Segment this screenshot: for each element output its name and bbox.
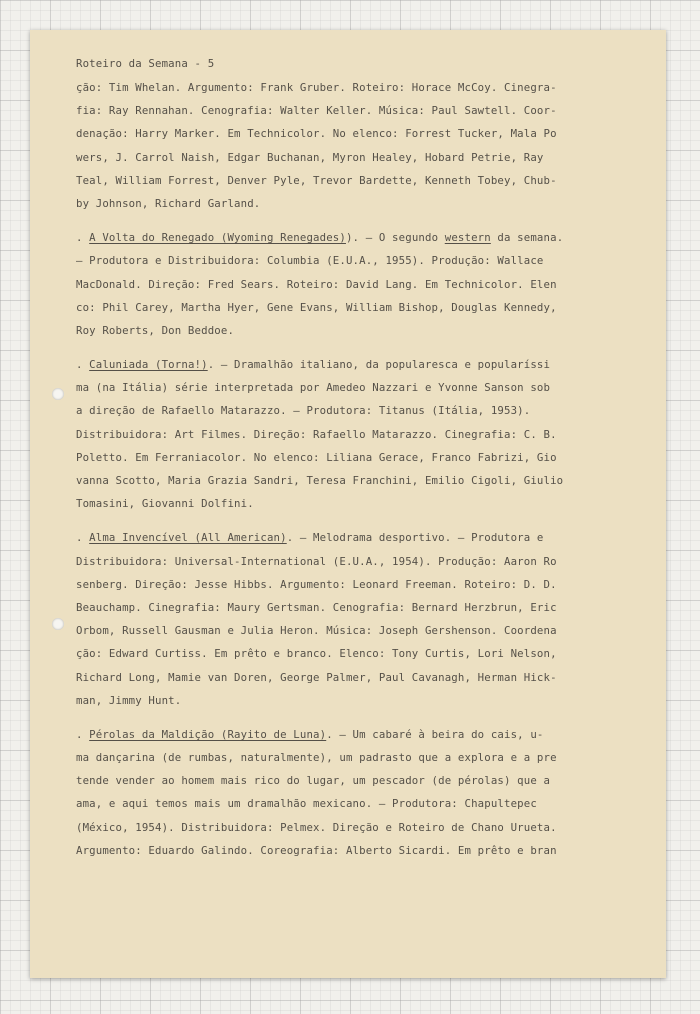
film-entry (76, 723, 646, 862)
punch-hole (52, 388, 64, 400)
text-line: man, Jimmy Hunt. (76, 693, 182, 707)
text-line: Argumento: Eduardo Galindo. Coreografia: Alberto Sicardi. Em prêto e bran (76, 843, 557, 857)
text-line: Tomasini, Giovanni Dolfini. (76, 497, 254, 511)
film-entry (76, 353, 646, 515)
film-title: Caluniada (Torna!) (89, 358, 208, 372)
intro-paragraph (76, 76, 646, 215)
film-title: A Volta do Renegado (Wyoming Renegades) (89, 231, 346, 245)
film-entry (76, 226, 646, 342)
text-line: fia: Ray Rennahan. Cenografia: Walter Keller. Música: Paul Sawtell. Coor- (76, 104, 557, 118)
text-line: senberg. Direção: Jesse Hibbs. Argumento: Leonard Freeman. Roteiro: D. D. (76, 577, 557, 591)
film-title: Pérolas da Maldição (Rayito de Luna) (89, 727, 327, 741)
text-line: Richard Long, Mamie van Doren, George Palmer, Paul Cavanagh, Herman Hick- (76, 670, 557, 684)
text-line: denação: Harry Marker. Em Technicolor. No elenco: Forrest Tucker, Mala Po (76, 127, 557, 141)
text-line: ção: Tim Whelan. Argumento: Frank Gruber. Roteiro: Horace McCoy. Cinegra- (76, 81, 557, 94)
text-line: Distribuidora: Universal-International (E.U.A., 1954). Produção: Aaron Ro (76, 554, 557, 568)
text-line: ção: Edward Curtiss. Em prêto e branco. Elenco: Tony Curtis, Lori Nelson, (76, 647, 557, 661)
film-title: Alma Invencível (All American) (89, 531, 287, 545)
text-line: vanna Scotto, Maria Grazia Sandri, Teresa Franchini, Emilio Cigoli, Giulio (76, 474, 564, 487)
text-line: co: Phil Carey, Martha Hyer, Gene Evans, William Bishop, Douglas Kennedy, (76, 300, 557, 314)
text-line: tende vender ao homem mais rico do lugar, um pescador (de pérolas) que a (76, 774, 551, 788)
text-line: wers, J. Carrol Naish, Edgar Buchanan, Myron Healey, Hobard Petrie, Ray (76, 150, 544, 164)
text-line: — Produtora e Distribuidora: Columbia (E.U.A., 1955). Produção: Wallace (76, 254, 544, 268)
page-text (76, 52, 646, 862)
text-line: Orbom, Russell Gausman e Julia Heron. Música: Joseph Gershenson. Coordena (76, 624, 557, 638)
text-line: Poletto. Em Ferraniacolor. No elenco: Liliana Gerace, Franco Fabrizi, Gio (76, 450, 557, 464)
text-line: Beauchamp. Cinegrafia: Maury Gertsman. Cenografia: Bernard Herzbrun, Eric (76, 600, 557, 614)
film-entry (76, 526, 646, 712)
typewritten-page (30, 30, 666, 978)
text-line: ma (na Itália) série interpretada por Amedeo Nazzari e Yvonne Sanson sob (76, 381, 551, 395)
text-line: Roy Roberts, Don Beddoe. (76, 323, 235, 337)
entry-first-line: . Alma Invencível (All American). — Melodrama desportivo. — Produtora e (76, 531, 544, 545)
text-line: Teal, William Forrest, Denver Pyle, Trevor Bardette, Kenneth Tobey, Chub- (76, 173, 557, 187)
text-line: ma dançarina (de rumbas, naturalmente), um padrasto que a explora e a pre (76, 751, 557, 765)
text-line: Distribuidora: Art Filmes. Direção: Rafaello Matarazzo. Cinegrafia: C. B. (76, 427, 557, 441)
text-line: ama, e aqui temos mais um dramalhão mexicano. — Produtora: Chapultepec (76, 797, 537, 811)
text-line: by Johnson, Richard Garland. (76, 196, 261, 210)
text-line: (México, 1954). Distribuidora: Pelmex. Direção e Roteiro de Chano Urueta. (76, 820, 557, 834)
emphasis: western (444, 231, 491, 245)
text-line: a direção de Rafaello Matarazzo. — Produtora: Titanus (Itália, 1953). (76, 404, 531, 418)
entry-first-line: . Pérolas da Maldição (Rayito de Luna). — Um cabaré à beira do cais, u- (76, 727, 544, 741)
punch-hole (52, 618, 64, 630)
entry-first-line: . Caluniada (Torna!). — Dramalhão italiano, da popularesca e popularíssi (76, 358, 551, 372)
page-header: Roteiro da Semana - 5 (76, 57, 215, 70)
entry-first-line: . A Volta do Renegado (Wyoming Renegades)). — O segundo western da semana. (76, 231, 564, 245)
text-line: MacDonald. Direção: Fred Sears. Roteiro: David Lang. Em Technicolor. Elen (76, 277, 557, 291)
